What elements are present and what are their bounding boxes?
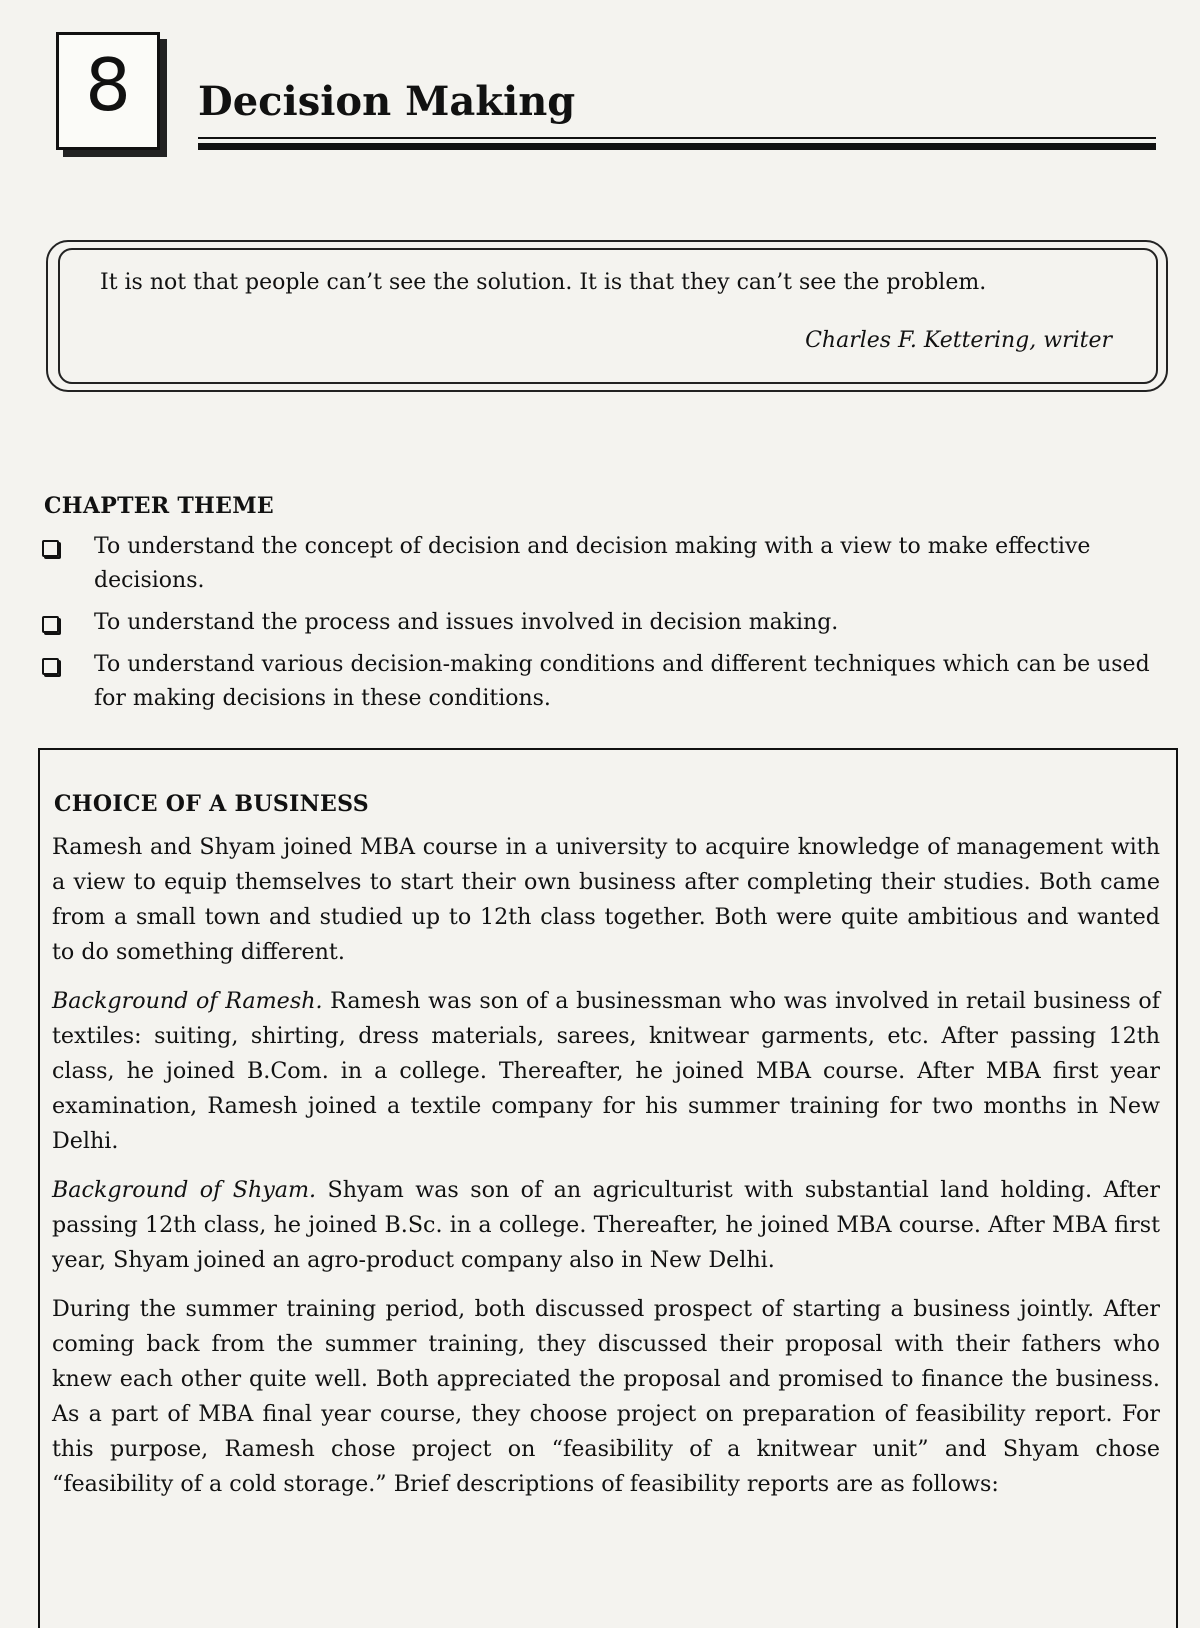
case-paragraph [52,984,1160,1159]
case-study-body [52,830,1160,1516]
quote-author: Charles F. Kettering, writer [805,328,1112,353]
chapter-theme-list [40,530,1180,724]
chapter-theme-item-text: To understand the concept of decision and decision making with a view to make effective decisions. [94,534,1091,593]
case-paragraph-text: Ramesh and Shyam joined MBA course in a university to acquire knowledge of management with a view to equip themselves to start their own business after completing their studies. Both came from a small town and studied up to 12th class together. Both were quite ambitious and wanted to do something different. [52,834,1160,965]
case-paragraph-text: During the summer training period, both discussed prospect of starting a business jointly. After coming back from the summer training, they discussed their proposal with their fathers who knew each other quite well. Both appreciated the proposal and promised to finance the business. As a part of MBA final year course, they choose project on preparation of feasibility report. For this purpose, Ramesh chose project on “feasibility of a knitwear unit” and Shyam chose “feasibility of a cold storage.” Brief descriptions of feasibility reports are as follows: [52,1296,1160,1497]
case-paragraph-text: Ramesh was son of a businessman who was involved in retail business of textiles: suiting, shirting, dress materials, sarees, knitwear garments, etc. After passing 12th class, he joined B.Com. in a college. Thereafter, he joined MBA course. After MBA first year examination, Ramesh joined a textile company for his summer training for two months in New Delhi. [52,988,1160,1154]
quote-text: It is not that people can’t see the solution. It is that they can’t see the problem. [100,270,987,295]
chapter-theme-item-text: To understand the process and issues involved in decision making. [94,610,839,635]
case-paragraph [52,830,1160,970]
chapter-theme-item [40,530,1180,598]
case-paragraph-lead: Background of Ramesh. [52,988,323,1014]
case-paragraph [52,1292,1160,1502]
checkbox-bullet-icon [42,540,59,557]
case-study-heading: CHOICE OF A BUSINESS [54,791,369,817]
title-rule [198,137,1156,139]
case-paragraph-lead: Background of Shyam. [52,1177,317,1203]
checkbox-bullet-icon [42,616,59,633]
chapter-number: 8 [85,43,131,127]
chapter-theme-heading: CHAPTER THEME [44,493,274,519]
chapter-theme-item-text: To understand various decision-making conditions and different techniques which can be used for making decisions in these conditions. [94,652,1150,711]
chapter-number-box [56,32,160,150]
checkbox-bullet-icon [42,658,59,675]
case-paragraph-text: Shyam was son of an agriculturist with substantial land holding. After passing 12th class, he joined B.Sc. in a college. Thereafter, he joined MBA course. After MBA first year, Shyam joined an agro-product company also in New Delhi. [52,1177,1160,1273]
chapter-theme-item [40,648,1180,716]
chapter-title: Decision Making [198,78,576,125]
case-paragraph [52,1173,1160,1278]
title-rule-thick [198,143,1156,150]
chapter-theme-item [40,606,1180,640]
